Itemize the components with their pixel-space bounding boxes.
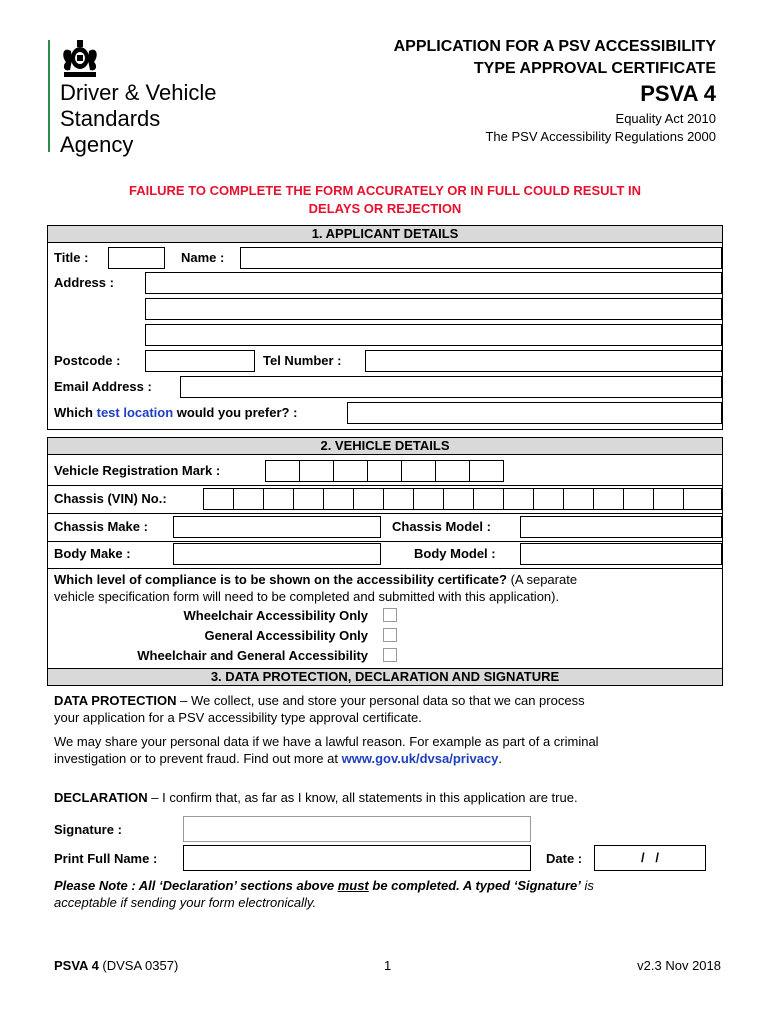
vin-cell[interactable] — [473, 488, 504, 510]
form-code: PSVA 4 — [640, 81, 716, 106]
name-label: Name : — [181, 250, 225, 265]
email-input[interactable] — [180, 376, 722, 398]
form-title-line1: APPLICATION FOR A PSV ACCESSIBILITY — [393, 38, 716, 55]
vin-cell[interactable] — [323, 488, 354, 510]
chassis-make-input[interactable] — [173, 516, 381, 538]
body-make-label: Body Make : — [54, 546, 131, 561]
declaration-text: DECLARATION – I confirm that, as far as I know, all statements in this application are true. — [54, 790, 578, 805]
legislation-2: The PSV Accessibility Regulations 2000 — [485, 129, 716, 144]
warning-line1: FAILURE TO COMPLETE THE FORM ACCURATELY OR IN FULL COULD RESULT IN — [128, 183, 642, 198]
section-vehicle-heading: 2. VEHICLE DETAILS — [47, 437, 723, 455]
form-title-line2: TYPE APPROVAL CERTIFICATE — [473, 60, 716, 77]
footer-form-code: PSVA 4 (DVSA 0357) — [54, 958, 179, 973]
option-both-label: Wheelchair and General Accessibility — [137, 648, 368, 663]
chassis-make-label: Chassis Make : — [54, 519, 148, 534]
vin-cell[interactable] — [413, 488, 444, 510]
signature-input[interactable] — [183, 816, 531, 842]
vrm-cell[interactable] — [333, 460, 368, 482]
address-line-3-input[interactable] — [145, 324, 722, 346]
section-applicant-heading: 1. APPLICANT DETAILS — [47, 225, 723, 243]
agency-name-line: Agency — [60, 132, 134, 157]
vin-cell[interactable] — [383, 488, 414, 510]
option-general-checkbox[interactable] — [383, 628, 397, 642]
vrm-cell[interactable] — [299, 460, 334, 482]
print-name-input[interactable] — [183, 845, 531, 871]
completion-note: Please Note : All ‘Declaration’ sections above must be completed. A typed ‘Signature’ is acceptable if sending your form electronically. — [54, 878, 594, 910]
option-general-label: General Accessibility Only — [204, 628, 368, 643]
postcode-label: Postcode : — [54, 353, 121, 368]
section-declaration-heading: 3. DATA PROTECTION, DECLARATION AND SIGNATURE — [47, 668, 723, 686]
name-input[interactable] — [240, 247, 722, 269]
data-protection-text: DATA PROTECTION – We collect, use and store your personal data so that we can process your application for a PSV accessibility type approval certificate. — [54, 693, 585, 725]
chassis-model-input[interactable] — [520, 516, 722, 538]
tel-input[interactable] — [365, 350, 722, 372]
royal-crest-icon — [58, 38, 102, 80]
test-location-label: Which test location would you prefer? : — [54, 405, 298, 420]
vin-label: Chassis (VIN) No.: — [54, 491, 167, 506]
address-label: Address : — [54, 275, 114, 290]
agency-name-line: Driver & Vehicle — [60, 80, 217, 105]
vin-cell[interactable] — [353, 488, 384, 510]
test-location-input[interactable] — [347, 402, 722, 424]
vin-cell[interactable] — [233, 488, 264, 510]
agency-name-line: Standards — [60, 106, 161, 131]
vin-cell[interactable] — [593, 488, 624, 510]
option-wheelchair-label: Wheelchair Accessibility Only — [183, 608, 368, 623]
vrm-label: Vehicle Registration Mark : — [54, 463, 221, 478]
body-model-input[interactable] — [520, 543, 722, 565]
vin-cell[interactable] — [533, 488, 564, 510]
postcode-input[interactable] — [145, 350, 255, 372]
vin-cell[interactable] — [503, 488, 534, 510]
vrm-cell[interactable] — [469, 460, 504, 482]
footer-page-number: 1 — [384, 958, 392, 973]
test-location-link[interactable]: test location — [96, 405, 174, 420]
vrm-cell[interactable] — [435, 460, 470, 482]
vin-cell[interactable] — [443, 488, 474, 510]
compliance-question: Which level of compliance is to be shown on the accessibility certificate? (A separate vehicle specification form will need to be completed and submitted with this application). — [54, 572, 578, 604]
tel-label: Tel Number : — [263, 353, 342, 368]
vrm-cell[interactable] — [401, 460, 436, 482]
body-model-label: Body Model : — [414, 546, 496, 561]
signature-label: Signature : — [54, 822, 122, 837]
date-input[interactable]: / / — [594, 845, 706, 871]
address-line-1-input[interactable] — [145, 272, 722, 294]
email-label: Email Address : — [54, 379, 152, 394]
vin-cell[interactable] — [263, 488, 294, 510]
print-name-label: Print Full Name : — [54, 851, 158, 866]
vin-cell[interactable] — [623, 488, 654, 510]
option-wheelchair-checkbox[interactable] — [383, 608, 397, 622]
vrm-cell[interactable] — [265, 460, 300, 482]
title-label: Title : — [54, 250, 89, 265]
vrm-cell[interactable] — [367, 460, 402, 482]
vin-cell[interactable] — [683, 488, 722, 510]
body-make-input[interactable] — [173, 543, 381, 565]
privacy-link[interactable]: www.gov.uk/dvsa/privacy — [341, 751, 499, 766]
data-sharing-text: We may share your personal data if we have a lawful reason. For example as part of a criminal investigation or to prevent fraud. Find out more at www.gov.uk/dvsa/privacy. — [54, 734, 599, 766]
vin-cell[interactable] — [293, 488, 324, 510]
chassis-model-label: Chassis Model : — [392, 519, 491, 534]
title-input[interactable] — [108, 247, 165, 269]
option-both-checkbox[interactable] — [383, 648, 397, 662]
date-label: Date : — [546, 851, 583, 866]
vin-cell[interactable] — [203, 488, 234, 510]
vin-cell[interactable] — [653, 488, 684, 510]
vin-cell[interactable] — [563, 488, 594, 510]
legislation-1: Equality Act 2010 — [615, 111, 716, 126]
warning-line2: DELAYS OR REJECTION — [308, 201, 462, 216]
footer-version: v2.3 Nov 2018 — [637, 958, 721, 973]
address-line-2-input[interactable] — [145, 298, 722, 320]
